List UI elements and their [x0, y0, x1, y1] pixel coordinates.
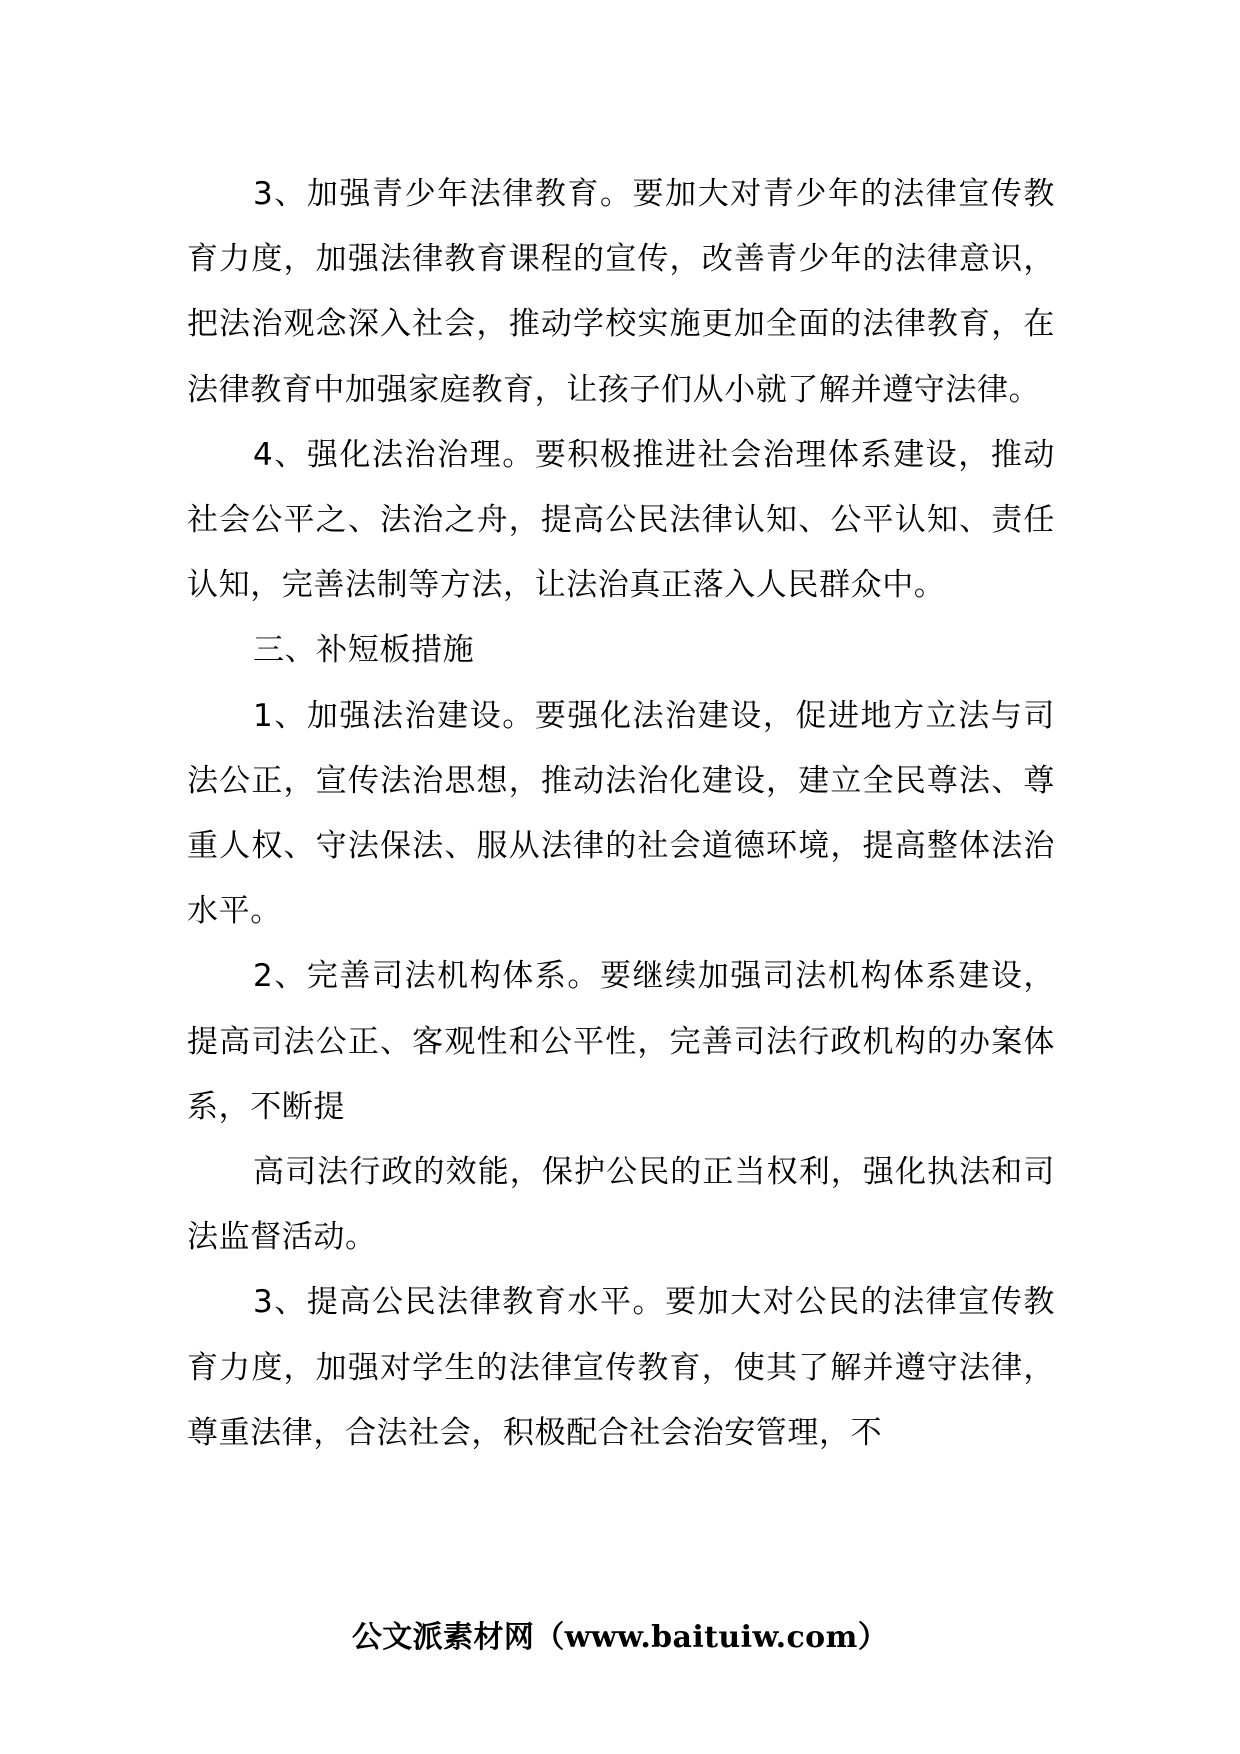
section-heading: 三、补短板措施 — [253, 632, 475, 669]
paragraph-1: 3、加强青少年法律教育。要加大对青少年的法律宣传教育力度，加强法律教育课程的宣传，改善青少年的法律意识，把法治观念深入社会，推动学校实施更加全面的法律教育，在法律教育中加强家庭教育，让孩子们从小就了解并遵守法律。 — [187, 176, 1055, 408]
paragraph-3: 1、加强法治建设。要强化法治建设，促进地方立法与司法公正，宣传法治思想，推动法治化建设，建立全民尊法、尊重人权、守法保法、服从法律的社会道德环境，提高整体法治水平。 — [187, 697, 1055, 930]
paragraph-6: 3、提高公民法律教育水平。要加大对公民的法律宣传教育力度，加强对学生的法律宣传教育，使其了解并遵守法律，尊重法律，合法社会，积极配合社会治安管理，不 — [187, 1284, 1055, 1451]
paragraph-4: 2、完善司法机构体系。要继续加强司法机构体系建设，提高司法公正、客观性和公平性，完善司法行政机构的办案体系，不断提 — [187, 958, 1055, 1125]
document-body — [187, 162, 1055, 1466]
page-footer: 公文派素材网（www.baituiw.com） — [351, 1620, 889, 1655]
paragraph-5: 高司法行政的效能，保护公民的正当权利，强化执法和司法监督活动。 — [187, 1154, 1055, 1256]
paragraph-2: 4、强化法治治理。要积极推进社会治理体系建设，推动社会公平之、法治之舟，提高公民法律认知、公平认知、责任认知，完善法制等方法，让法治真正落入人民群众中。 — [187, 436, 1055, 604]
